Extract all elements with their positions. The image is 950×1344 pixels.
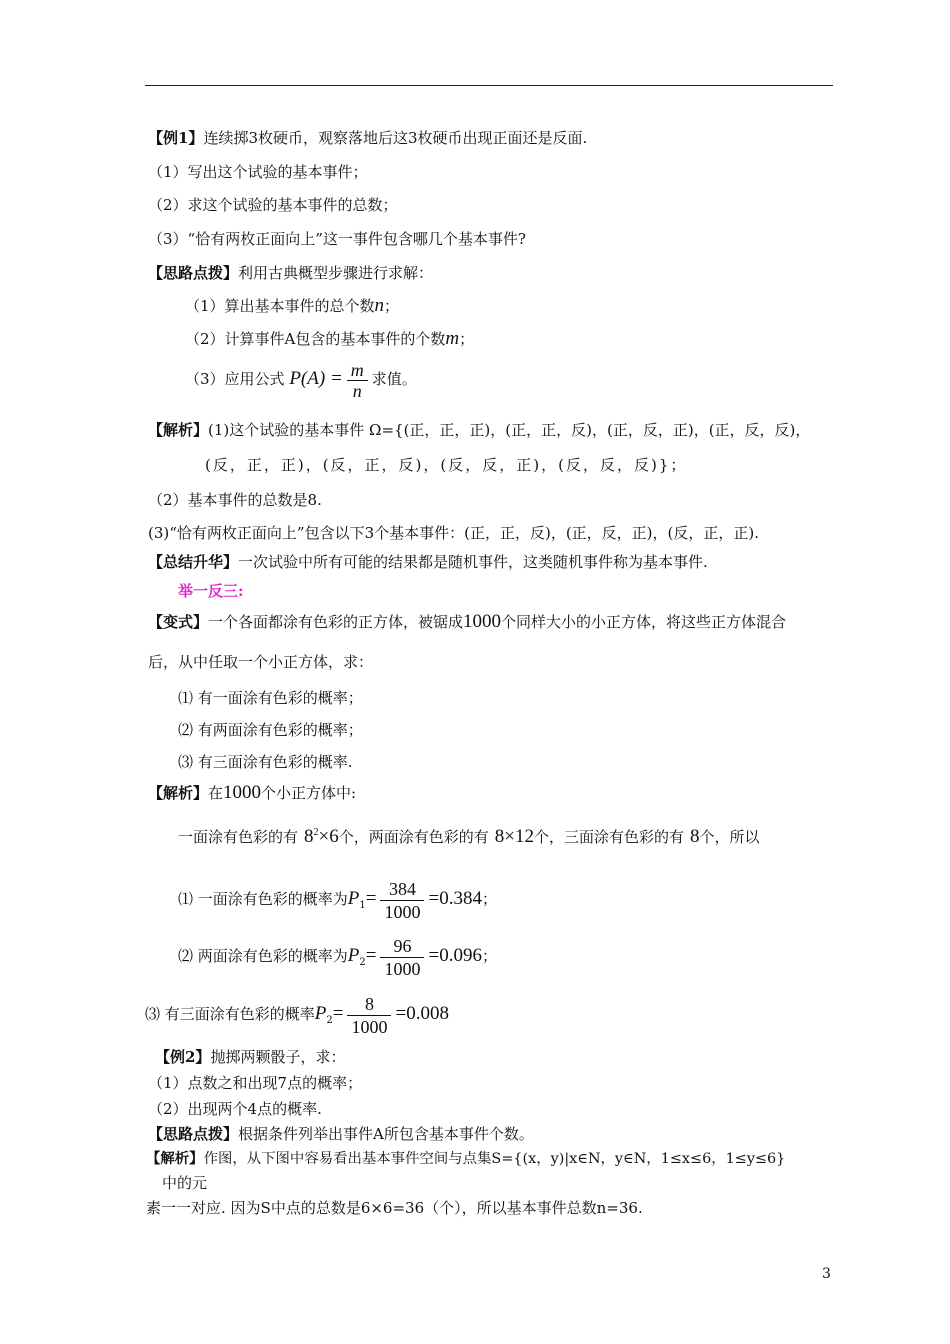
example2-stem: 抛掷两颗骰子，求： <box>210 1048 346 1066</box>
summary1-text: 一次试验中所有可能的结果都是随机事件，这类随机事件称为基本事件. <box>238 553 708 571</box>
count-end: 个，所以 <box>699 828 760 846</box>
solution2-counts <box>178 820 760 850</box>
variant-q1: ⑴ 有一面涂有色彩的概率； <box>178 689 363 707</box>
prob2-value: =0.096 <box>428 945 482 966</box>
hint2-title: 【思路点拨】 <box>148 1125 239 1143</box>
solution2-intro-b: 个小正方体中: <box>261 784 357 802</box>
hint2-text: 根据条件列举出事件A所包含基本事件个数。 <box>238 1125 534 1143</box>
prob2-line <box>178 932 497 987</box>
variant-line2: 后，从中任取一个小正方体，求： <box>148 653 374 671</box>
hint1-text: 利用古典概型步骤进行求解： <box>238 264 434 282</box>
prob3-var: P <box>314 1003 327 1024</box>
count-two-face: 个，两面涂有色彩的有 <box>338 828 489 846</box>
prob2-denominator: 1000 <box>384 958 421 979</box>
prob3-text: ⑶ 有三面涂有色彩的概率 <box>145 1005 315 1023</box>
example1-line <box>148 128 587 148</box>
prob3-denominator: 1000 <box>351 1016 388 1037</box>
prob1-var: P <box>347 888 360 909</box>
variant-q3: ⑶ 有三面涂有色彩的概率. <box>178 753 353 771</box>
solution1-line1 <box>148 420 810 440</box>
example2-line <box>155 1047 345 1067</box>
solution1-a2: （2）基本事件的总数是8. <box>148 491 322 509</box>
solution2-intro-a: 在 <box>208 784 224 802</box>
prob2-sub: 2 <box>359 957 366 968</box>
expr-one-face <box>304 826 339 847</box>
solution1-title: 【解析】 <box>148 421 209 439</box>
fraction-denominator: n <box>352 380 362 401</box>
solution1-a1: (1)这个试验的基本事件 Ω={(正，正，正)，(正，正，反)，(正，反，正)，(正，反，反)， <box>208 421 811 439</box>
prob3-numerator: 8 <box>347 993 391 1016</box>
summary1-line <box>148 552 708 572</box>
hint1-step2-end: ； <box>459 330 475 348</box>
prob1-fraction <box>380 878 424 923</box>
hint1-step1 <box>185 296 399 316</box>
prob1-sub: 1 <box>359 900 366 911</box>
example1-stem: 连续掷3枚硬币，观察落地后这3枚硬币出现正面还是反面. <box>203 129 588 147</box>
example2-title: 【例2】 <box>155 1048 211 1066</box>
hint1-step3 <box>185 357 417 401</box>
expr-exponent: 2 <box>313 827 319 838</box>
prob1-numerator: 384 <box>380 878 424 901</box>
prob1-end: ； <box>481 890 497 908</box>
prob2-text: ⑵ 两面涂有色彩的概率为 <box>178 947 348 965</box>
example1-q3: （3）“恰有两枚正面向上”这一事件包含哪几个基本事件? <box>148 230 526 248</box>
example2-q1: （1）点数之和出现7点的概率； <box>148 1074 363 1092</box>
variant-text-a: 一个各面都涂有色彩的正方体，被锯成 <box>208 613 464 631</box>
fraction-numerator: m <box>347 360 368 381</box>
solution2-title: 【解析】 <box>148 784 209 802</box>
expr-two-face: 8×12 <box>494 826 534 847</box>
prob3-eq: = <box>332 1003 344 1024</box>
hint1-step2-text: （2）计算事件A包含的基本事件的个数 <box>185 330 446 348</box>
var-n: n <box>374 295 385 316</box>
expr-tail: ×6 <box>318 826 339 847</box>
prob3-line <box>145 990 449 1045</box>
summary1-title: 【总结升华】 <box>148 553 239 571</box>
hint1-step2 <box>185 329 474 349</box>
page-number: 3 <box>822 1266 831 1282</box>
prob3-sub: 2 <box>326 1015 333 1026</box>
solution3-line1 <box>146 1149 785 1169</box>
solution1-a3: (3)“恰有两枚正面向上”包含以下3个基本事件：(正，正，反)，(正，反，正)，(反，正，正). <box>148 524 760 542</box>
example1-q2: （2）求这个试验的基本事件的总数； <box>148 196 398 214</box>
count-three-face: 个，三面涂有色彩的有 <box>533 828 684 846</box>
hint1-line <box>148 263 433 283</box>
prob3-value: =0.008 <box>395 1003 449 1024</box>
prob2-end: ； <box>481 947 497 965</box>
count-one-face: 一面涂有色彩的有 <box>178 828 299 846</box>
variant-number: 1000 <box>463 611 502 632</box>
hint1-step1-text: （1）算出基本事件的总个数 <box>185 297 375 315</box>
expr-base: 8 <box>304 826 314 847</box>
variant-line1 <box>148 612 786 632</box>
prob2-fraction <box>380 935 424 980</box>
solution1-a1-cont: (反，正，正)，(反，正，反)，(反，反，正)，(反，反，反)}； <box>205 456 688 474</box>
formula-fraction <box>347 360 368 401</box>
solution3-line3: 素一一对应. 因为S中点的总数是6×6=36（个），所以基本事件总数n=36. <box>146 1199 643 1217</box>
example1-q1: （1）写出这个试验的基本事件； <box>148 163 368 181</box>
prob1-eq: = <box>365 888 377 909</box>
expr-three-face: 8 <box>689 826 700 847</box>
variant-title: 【变式】 <box>148 613 209 631</box>
prob3-fraction <box>347 993 391 1038</box>
prob1-text: ⑴ 一面涂有色彩的概率为 <box>178 890 348 908</box>
solution2-intro <box>148 783 356 803</box>
hint1-step3-end: 求值。 <box>371 370 417 388</box>
prob1-denominator: 1000 <box>384 901 421 922</box>
solution2-number: 1000 <box>223 782 262 803</box>
variant-q2: ⑵ 有两面涂有色彩的概率； <box>178 721 363 739</box>
solution3-cont: 中的元 <box>162 1174 208 1192</box>
formula-lhs: P(A) = <box>289 368 343 389</box>
solution3-title: 【解析】 <box>146 1150 204 1167</box>
prob1-line <box>178 875 497 930</box>
example1-title: 【例1】 <box>148 129 204 147</box>
prob2-var: P <box>347 945 360 966</box>
prob2-numerator: 96 <box>380 935 424 958</box>
header-rule <box>145 85 833 86</box>
hint2-line <box>148 1124 534 1144</box>
example2-q2: （2）出现两个4点的概率. <box>148 1100 322 1118</box>
hint1-title: 【思路点拨】 <box>148 264 239 282</box>
solution3-text: 作图，从下图中容易看出基本事件空间与点集S={(x，y)|x∈N，y∈N，1≤x≤6，1≤y≤6} <box>203 1151 786 1167</box>
var-m: m <box>445 328 460 349</box>
hint1-step3-text: （3）应用公式 <box>185 370 285 388</box>
hint1-step1-end: ； <box>384 297 400 315</box>
prob1-value: =0.384 <box>428 888 482 909</box>
variant-text-b: 个同样大小的小正方体，将这些正方体混合 <box>501 613 787 631</box>
prob2-eq: = <box>365 945 377 966</box>
juyi-heading: 举一反三: <box>178 582 244 600</box>
